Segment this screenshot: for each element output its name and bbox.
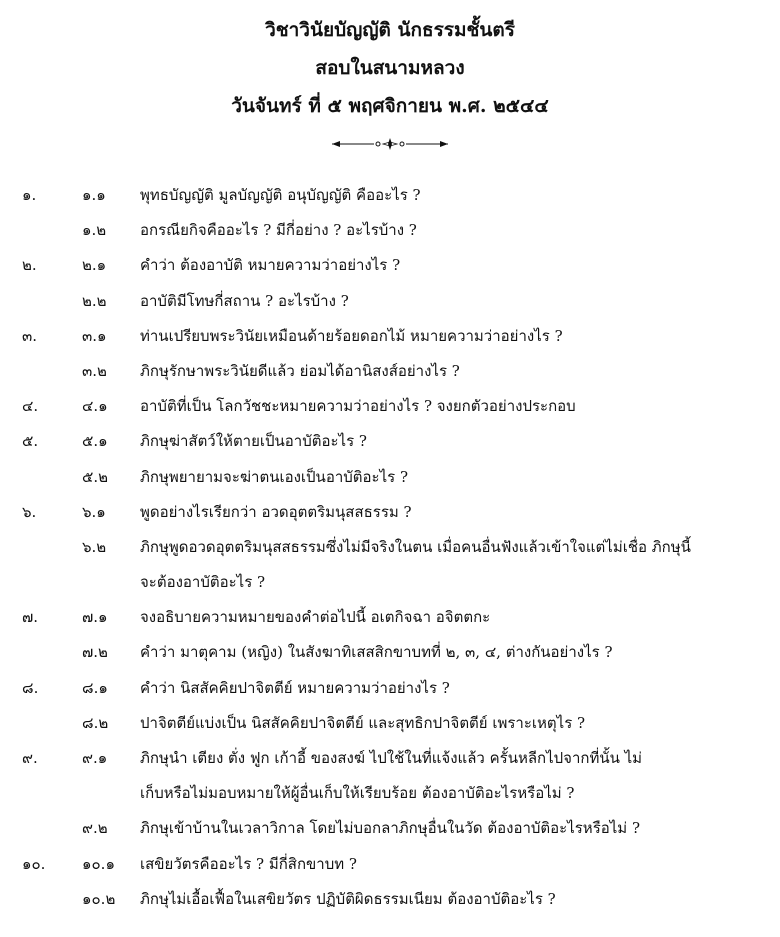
sub-question-number: ๘.๑ [82,678,108,697]
sub-question-number: ๖.๒ [82,537,107,556]
sub-question-number: ๑๐.๑ [82,854,115,873]
question-number: ๗. [22,608,39,627]
question-row [0,389,780,424]
question-text: ภิกษุไม่เอื้อเฟื้อในเสขิยวัตร ปฏิบัติผิดธรรมเนียม ต้องอาบัติอะไร ? [140,889,556,908]
question-text: ภิกษุนำ เตียง ตั่ง ฟูก เก้าอี้ ของสงฆ์ ไปใช้ในที่แจ้งแล้ว ครั้นหลีกไปจากที่นั้น ไม่ [140,749,643,767]
question-row [0,178,780,213]
question-text: จงอธิบายความหมายของคำต่อไปนี้ อเตกิจฉา อจิตตกะ [140,608,491,627]
question-text: ภิกษุพยายามจะฆ่าตนเองเป็นอาบัติอะไร ? [140,467,408,486]
sub-question-number: ๗.๒ [82,643,108,662]
question-row [0,741,780,776]
sub-question-number: ๙.๒ [82,819,108,838]
exam-date: วันจันทร์ ที่ ๕ พฤศจิกายน พ.ศ. ๒๕๔๔ [231,95,549,117]
question-text: อกรณียกิจคืออะไร ? มีกี่อย่าง ? อะไรบ้าง ? [140,221,417,240]
question-text: พุทธบัญญัติ มูลบัญญัติ อนุบัญญัติ คืออะไร ? [140,186,421,204]
question-number: ๖. [22,502,37,521]
question-text: ภิกษุเข้าบ้านในเวลาวิกาล โดยไม่บอกลาภิกษุอื่นในวัด ต้องอาบัติอะไรหรือไม่ ? [140,819,640,838]
sub-question-number: ๔.๑ [82,397,108,416]
sub-question-number: ๒.๑ [82,256,107,275]
sub-question-number: ๑.๒ [82,221,107,240]
question-number: ๓. [22,326,38,345]
sub-question-number: ๓.๒ [82,361,107,380]
question-text: ภิกษุพูดอวดอุตตริมนุสสธรรมซึ่งไม่มีจริงในตน เมื่อคนอื่นฟังแล้วเข้าใจแต่ไม่เชื่อ ภิกษุนี้ [140,537,691,556]
question-row [0,671,780,706]
question-text: ภิกษุฆ่าสัตว์ให้ตายเป็นอาบัติอะไร ? [140,432,367,451]
question-row [0,706,780,741]
question-row [0,882,780,917]
sub-question-number: ๑๐.๒ [82,889,116,908]
question-text: จะต้องอาบัติอะไร ? [140,573,266,592]
question-row [0,847,780,882]
sub-question-number: ๕.๒ [82,467,109,486]
question-number: ๕. [22,432,39,451]
question-row [0,776,780,811]
question-row [0,424,780,459]
question-text: อาบัติมีโทษกี่สถาน ? อะไรบ้าง ? [140,291,349,310]
question-number: ๘. [22,678,39,697]
question-text: ภิกษุรักษาพระวินัยดีแล้ว ย่อมได้อานิสงส์อย่างไร ? [140,361,460,380]
question-text: อาบัติที่เป็น โลกวัชชะหมายความว่าอย่างไร ? จงยกตัวอย่างประกอบ [140,397,576,416]
question-text: คำว่า นิสสัคคิยปาจิตตีย์ หมายความว่าอย่างไร ? [140,678,450,697]
question-row [0,635,780,670]
question-row [0,495,780,530]
question-text: เก็บหรือไม่มอบหมายให้ผู้อื่นเก็บให้เรียบร้อย ต้องอาบัติอะไรหรือไม่ ? [140,784,575,803]
sub-question-number: ๓.๑ [82,326,107,345]
divider-ornament-icon [330,137,450,151]
question-row [0,530,780,565]
question-number: ๑. [22,186,37,204]
question-text: พูดอย่างไรเรียกว่า อวดอุตตริมนุสสธรรม ? [140,502,412,521]
question-text: คำว่า ต้องอาบัติ หมายความว่าอย่างไร ? [140,256,401,275]
question-list [0,178,780,917]
question-row [0,284,780,319]
question-text: เสขิยวัตรคืออะไร ? มีกี่สิกขาบท ? [140,854,357,873]
question-row [0,354,780,389]
question-row [0,811,780,846]
question-number: ๙. [22,749,38,767]
question-row [0,460,780,495]
sub-question-number: ๒.๒ [82,291,107,310]
exam-venue: สอบในสนามหลวง [315,57,465,79]
sub-question-number: ๑.๑ [82,186,106,204]
question-number: ๔. [22,397,39,416]
question-number: ๒. [22,256,37,275]
question-text: ท่านเปรียบพระวินัยเหมือนด้ายร้อยดอกไม้ หมายความว่าอย่างไร ? [140,326,563,345]
question-row [0,319,780,354]
sub-question-number: ๙.๑ [82,749,108,767]
sub-question-number: ๕.๑ [82,432,108,451]
sub-question-number: ๗.๑ [82,608,108,627]
question-text: คำว่า มาตุคาม (หญิง) ในสังฆาทิเสสสิกขาบทที่ ๒, ๓, ๔, ต่างกันอย่างไร ? [140,643,613,662]
question-row [0,213,780,248]
question-text: ปาจิตตีย์แบ่งเป็น นิสสัคคิยปาจิตตีย์ และสุทธิกปาจิตตีย์ เพราะเหตุไร ? [140,713,586,732]
question-number: ๑๐. [22,854,46,873]
sub-question-number: ๖.๑ [82,502,106,521]
exam-header [0,18,780,132]
question-row [0,565,780,600]
exam-title: วิชาวินัยบัญญัติ นักธรรมชั้นตรี [265,19,515,41]
question-row [0,600,780,635]
question-row [0,248,780,283]
sub-question-number: ๘.๒ [82,713,109,732]
